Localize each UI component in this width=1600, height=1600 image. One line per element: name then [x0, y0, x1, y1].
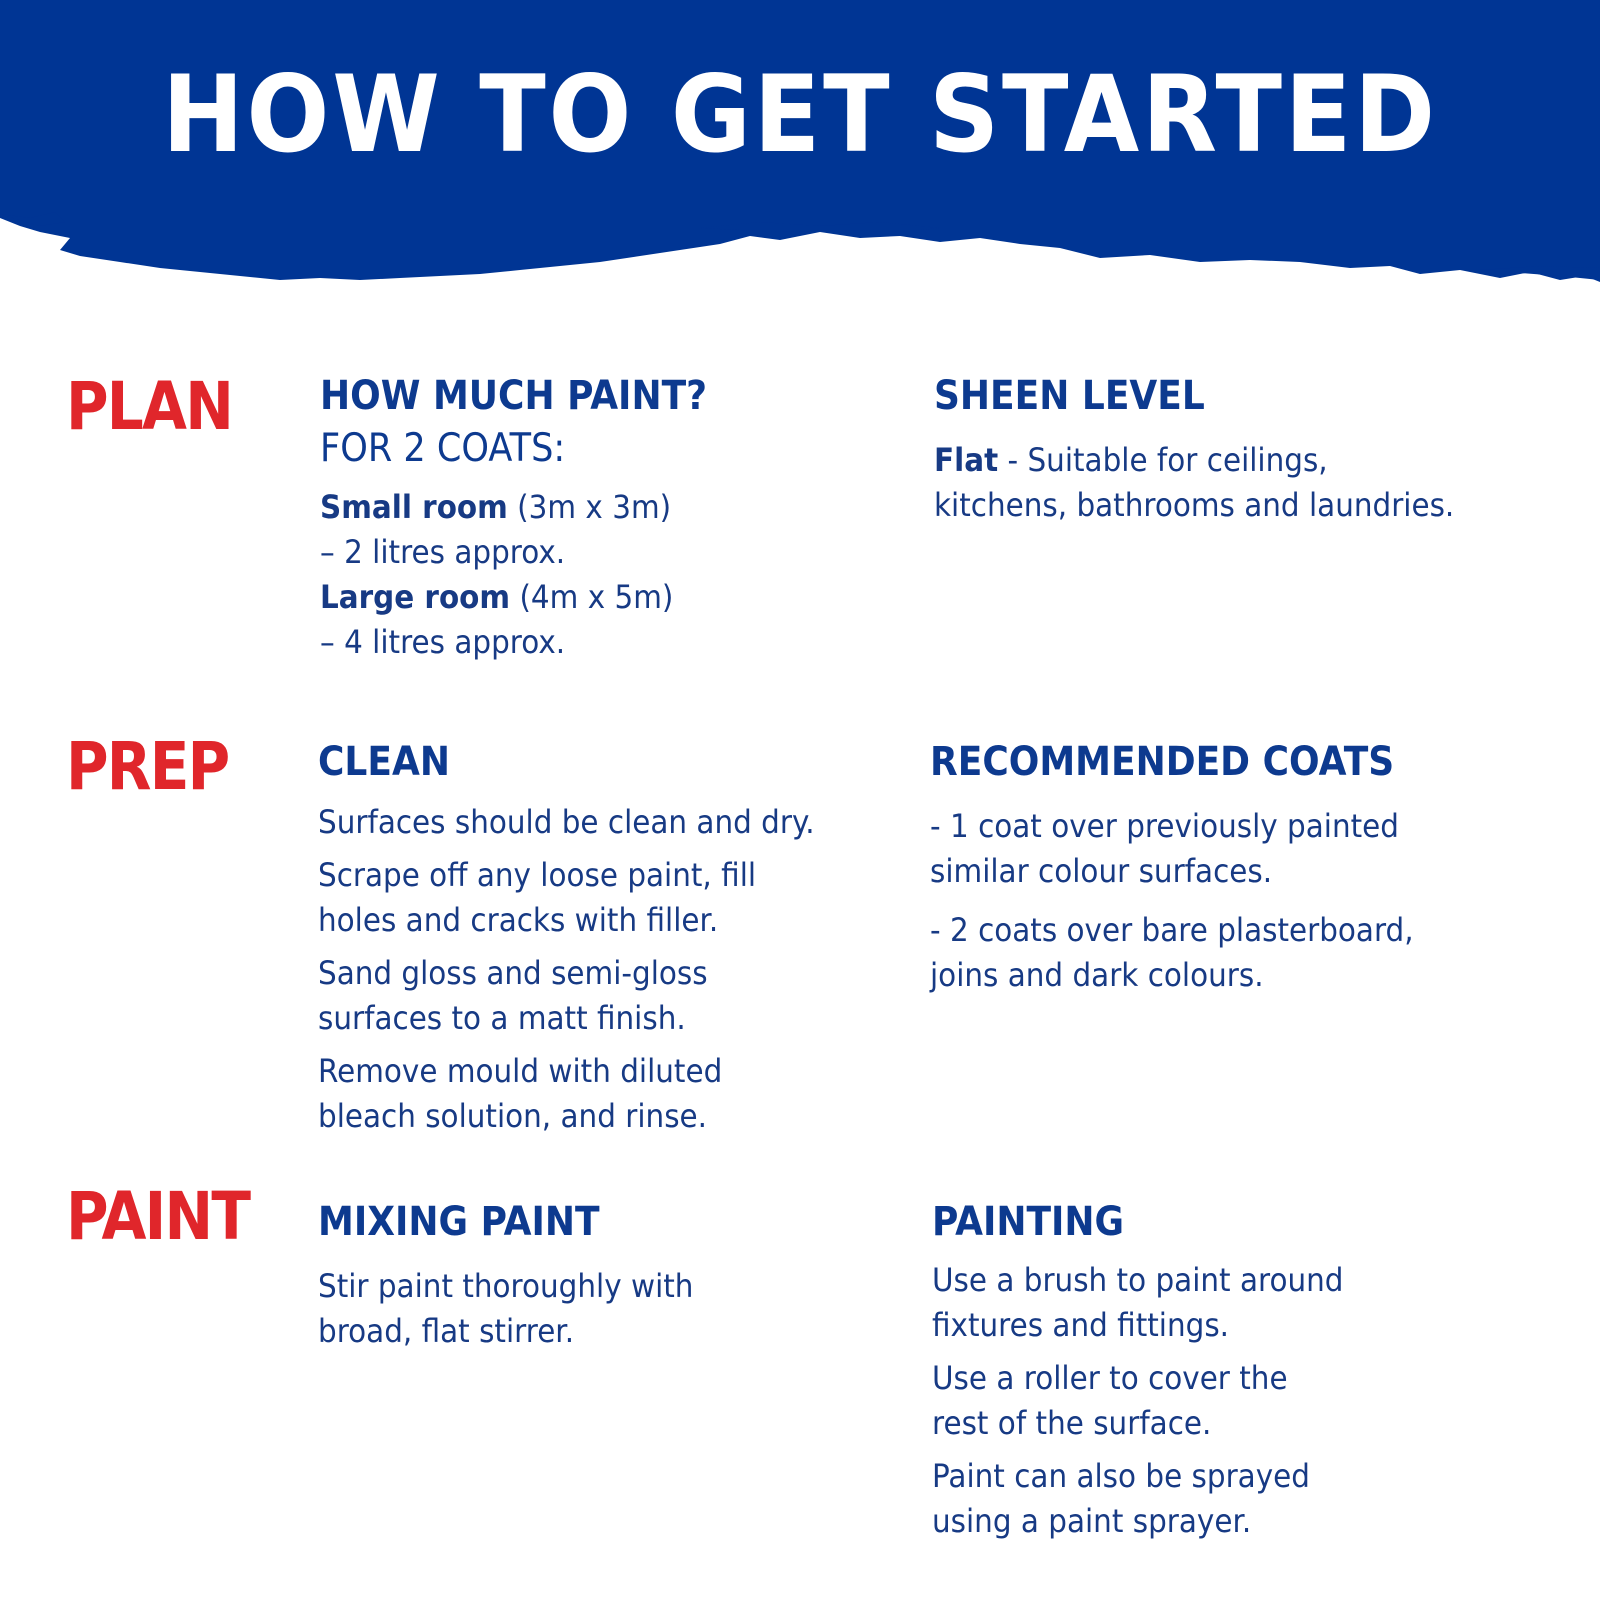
coats-subheading: FOR 2 COATS:: [320, 426, 566, 471]
small-room-size: (3m x 3m): [507, 487, 672, 526]
section-recommended-coats: [930, 739, 1456, 998]
page-title: HOW TO GET STARTED: [162, 53, 1438, 176]
coats-paragraph-1-line-2: similar colour surfaces.: [930, 852, 1273, 890]
section-paint-amount: [320, 373, 750, 665]
stage-label-paint: PAINT: [66, 1178, 250, 1255]
coats-paragraph-2-line-2: joins and dark colours.: [930, 956, 1264, 994]
header-banner: [0, 0, 1600, 300]
section-heading: HOW MUCH PAINT?: [320, 373, 708, 419]
large-room-line: [320, 575, 716, 620]
clean-paragraph-1: Surfaces should be clean and dry.: [318, 803, 815, 841]
section-heading: SHEEN LEVEL: [934, 373, 1205, 419]
section-clean: [318, 739, 858, 1139]
clean-paragraph-3-line-2: surfaces to a matt finish.: [318, 999, 686, 1037]
coats-paragraph-2-line-1: - 2 coats over bare plasterboard,: [930, 911, 1414, 949]
section-heading: RECOMMENDED COATS: [930, 739, 1395, 785]
sheen-line-2: kitchens, bathrooms and laundries.: [934, 486, 1455, 524]
sheen-description: - Suitable for ceilings,: [998, 441, 1328, 479]
painting-paragraph-3-line-1: Paint can also be sprayed: [932, 1457, 1310, 1495]
section-heading: MIXING PAINT: [318, 1199, 600, 1245]
mixing-line-1: Stir paint thoroughly with: [318, 1267, 694, 1305]
section-heading: PAINTING: [932, 1199, 1125, 1245]
large-room-size: (4m x 5m): [510, 577, 674, 616]
small-room-label: Small room: [320, 487, 508, 526]
small-room-line: [320, 485, 716, 530]
painting-paragraph-1-line-2: fixtures and fittings.: [932, 1306, 1230, 1344]
sheen-label: Flat: [934, 441, 999, 479]
sheen-line-1: [934, 438, 1454, 483]
coats-paragraph-1-line-1: - 1 coat over previously painted: [930, 807, 1399, 845]
section-mixing-paint: [318, 1199, 726, 1354]
painting-paragraph-2-line-1: Use a roller to cover the: [932, 1359, 1288, 1397]
clean-paragraph-2-line-2: holes and cracks with filler.: [318, 901, 719, 939]
section-heading: CLEAN: [318, 739, 450, 785]
large-room-amount: – 4 litres approx.: [320, 622, 566, 661]
clean-paragraph-4-line-1: Remove mould with diluted: [318, 1052, 723, 1090]
large-room-label: Large room: [320, 577, 511, 616]
painting-paragraph-1-line-1: Use a brush to paint around: [932, 1261, 1344, 1299]
painting-paragraph-3-line-2: using a paint sprayer.: [932, 1502, 1252, 1540]
stage-label-prep: PREP: [66, 728, 229, 805]
clean-paragraph-3-line-1: Sand gloss and semi-gloss: [318, 954, 708, 992]
clean-paragraph-2-line-1: Scrape off any loose paint, fill: [318, 856, 757, 894]
section-painting: [932, 1199, 1379, 1544]
stage-label-plan: PLAN: [66, 368, 233, 445]
painting-paragraph-2-line-2: rest of the surface.: [932, 1404, 1212, 1442]
section-sheen-level: [934, 373, 1500, 528]
small-room-amount: – 2 litres approx.: [320, 532, 566, 571]
mixing-line-2: broad, flat stirrer.: [318, 1312, 575, 1350]
clean-paragraph-4-line-2: bleach solution, and rinse.: [318, 1097, 708, 1135]
